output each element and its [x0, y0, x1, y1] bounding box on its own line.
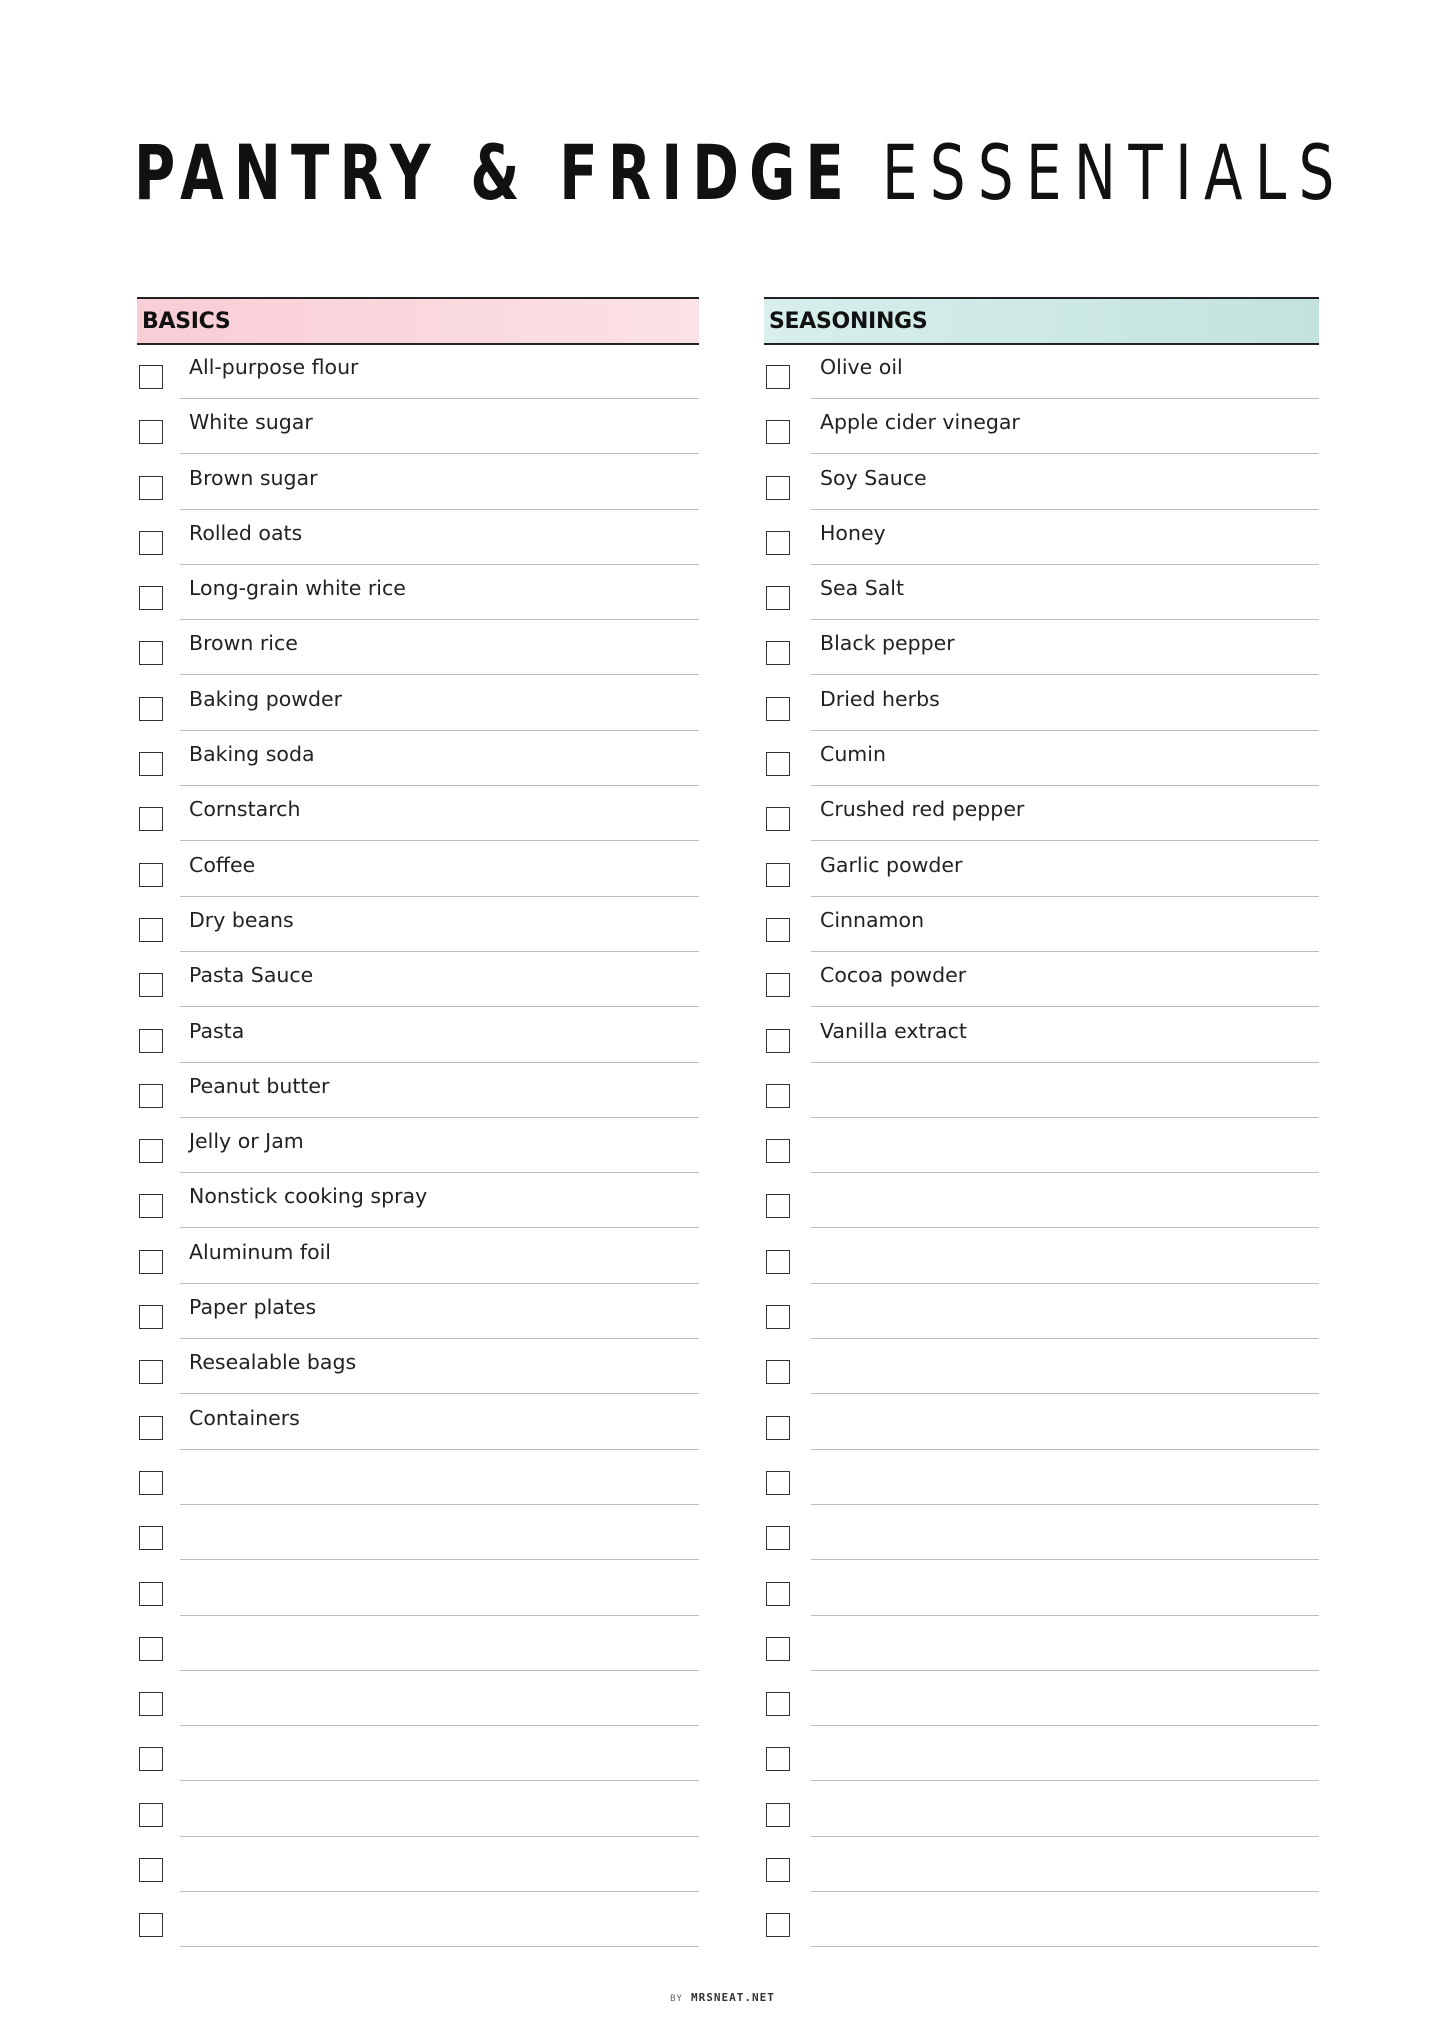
checkbox[interactable]: [139, 1305, 163, 1329]
checklist-row: [137, 953, 699, 1008]
checkbox[interactable]: [766, 531, 790, 555]
checklist-row: [764, 843, 1319, 898]
seasonings-list: [764, 345, 1319, 1949]
footer: [0, 1991, 1445, 2004]
item-line[interactable]: [180, 1893, 699, 1947]
basics-list: [137, 345, 699, 1949]
item-line[interactable]: [811, 843, 1319, 897]
item-line[interactable]: [811, 1838, 1319, 1892]
checklist-row: [764, 1064, 1319, 1119]
checklist-row: [764, 1893, 1319, 1948]
checkbox[interactable]: [139, 697, 163, 721]
checkbox[interactable]: [766, 1029, 790, 1053]
checklist-row: [137, 732, 699, 787]
checkbox[interactable]: [766, 641, 790, 665]
footer-brand: MRSNEAT.NET: [690, 1991, 775, 2004]
item-line[interactable]: [811, 1451, 1319, 1505]
item-label: Dry beans: [189, 907, 294, 932]
checklist-row: [137, 1672, 699, 1727]
item-label: Peanut butter: [189, 1073, 330, 1098]
checkbox[interactable]: [766, 807, 790, 831]
checkbox[interactable]: [139, 531, 163, 555]
checkbox[interactable]: [139, 420, 163, 444]
item-line[interactable]: [811, 456, 1319, 510]
item-label: Paper plates: [189, 1295, 317, 1320]
item-label: Soy Sauce: [820, 465, 927, 490]
item-label: Pasta Sauce: [189, 963, 314, 988]
checkbox[interactable]: [766, 1084, 790, 1108]
checkbox[interactable]: [139, 973, 163, 997]
item-line[interactable]: [811, 1396, 1319, 1450]
item-line[interactable]: [180, 1617, 699, 1671]
checkbox[interactable]: [766, 863, 790, 887]
checklist-row: [764, 511, 1319, 566]
item-line[interactable]: [180, 456, 699, 510]
checkbox[interactable]: [139, 1747, 163, 1771]
item-line[interactable]: [180, 1064, 699, 1118]
checklist-row: [137, 1838, 699, 1893]
item-line[interactable]: [811, 621, 1319, 675]
checklist-row: [137, 1174, 699, 1229]
item-label: Aluminum foil: [189, 1239, 331, 1264]
item-line[interactable]: [811, 511, 1319, 565]
item-line[interactable]: [811, 1617, 1319, 1671]
item-label: Cinnamon: [820, 907, 925, 932]
item-line[interactable]: [811, 1285, 1319, 1339]
item-label: Baking powder: [189, 686, 343, 711]
checkbox[interactable]: [139, 1582, 163, 1606]
checklist-row: [764, 1009, 1319, 1064]
checklist-row: [137, 1285, 699, 1340]
checkbox[interactable]: [766, 752, 790, 776]
basics-header-label: BASICS: [142, 309, 231, 334]
item-line[interactable]: [180, 898, 699, 952]
item-line[interactable]: [180, 1285, 699, 1339]
item-label: Jelly or Jam: [189, 1129, 304, 1154]
item-line[interactable]: [811, 400, 1319, 454]
item-line[interactable]: [811, 732, 1319, 786]
checklist-row: [137, 511, 699, 566]
item-line[interactable]: [811, 1174, 1319, 1228]
item-line[interactable]: [180, 1174, 699, 1228]
item-line[interactable]: [811, 1672, 1319, 1726]
checkbox[interactable]: [766, 1692, 790, 1716]
checkbox[interactable]: [139, 365, 163, 389]
item-label: Honey: [820, 520, 886, 545]
checkbox[interactable]: [139, 918, 163, 942]
page-title-bold: PANTRY & FRIDGE: [134, 128, 854, 217]
item-label: Cumin: [820, 742, 886, 767]
basics-section: [137, 297, 699, 1949]
item-label: Black pepper: [820, 631, 955, 656]
checklist-row: [137, 1064, 699, 1119]
checklist-row: [137, 566, 699, 621]
item-line[interactable]: [180, 1727, 699, 1781]
item-line[interactable]: [180, 1672, 699, 1726]
item-line[interactable]: [811, 677, 1319, 731]
item-label: White sugar: [189, 410, 313, 435]
item-line[interactable]: [811, 953, 1319, 1007]
item-line[interactable]: [180, 345, 699, 399]
checkbox[interactable]: [139, 807, 163, 831]
checkbox[interactable]: [139, 1637, 163, 1661]
checklist-row: [764, 1396, 1319, 1451]
checkbox[interactable]: [766, 586, 790, 610]
checklist-row: [764, 1506, 1319, 1561]
checkbox[interactable]: [766, 1803, 790, 1827]
item-label: Garlic powder: [820, 852, 963, 877]
checkbox[interactable]: [139, 1194, 163, 1218]
checkbox[interactable]: [766, 1858, 790, 1882]
item-label: Coffee: [189, 852, 256, 877]
checkbox[interactable]: [766, 1250, 790, 1274]
checklist-row: [764, 1838, 1319, 1893]
item-line[interactable]: [811, 787, 1319, 841]
checklist-row: [764, 1783, 1319, 1838]
item-line[interactable]: [811, 1230, 1319, 1284]
checklist-row: [137, 1783, 699, 1838]
checkbox[interactable]: [139, 586, 163, 610]
checklist-row: [764, 1617, 1319, 1672]
checkbox[interactable]: [139, 1416, 163, 1440]
checklist-row: [137, 787, 699, 842]
checkbox[interactable]: [766, 1416, 790, 1440]
item-line[interactable]: [180, 566, 699, 620]
item-line[interactable]: [811, 566, 1319, 620]
checklist-row: [137, 1727, 699, 1782]
checkbox[interactable]: [139, 1029, 163, 1053]
item-label: Pasta: [189, 1018, 245, 1043]
item-line[interactable]: [180, 1451, 699, 1505]
item-label: Apple cider vinegar: [820, 410, 1020, 435]
checklist-row: [137, 1230, 699, 1285]
checklist-row: [137, 1451, 699, 1506]
item-label: Sea Salt: [820, 576, 905, 601]
item-label: Cornstarch: [189, 797, 301, 822]
checklist-row: [137, 345, 699, 400]
checkbox[interactable]: [766, 1360, 790, 1384]
checklist-row: [137, 456, 699, 511]
checklist-row: [137, 898, 699, 953]
item-line[interactable]: [180, 1396, 699, 1450]
checklist-row: [764, 1727, 1319, 1782]
checkbox[interactable]: [139, 1858, 163, 1882]
checkbox[interactable]: [766, 918, 790, 942]
item-line[interactable]: [180, 1783, 699, 1837]
footer-by: BY: [670, 1994, 683, 2004]
checklist-row: [764, 1230, 1319, 1285]
checkbox[interactable]: [766, 697, 790, 721]
item-line[interactable]: [811, 1727, 1319, 1781]
seasonings-section: [764, 297, 1319, 1949]
checkbox[interactable]: [766, 1526, 790, 1550]
checklist-row: [764, 898, 1319, 953]
item-label: Crushed red pepper: [820, 797, 1025, 822]
page-title-light: ESSENTIALS: [881, 128, 1347, 217]
checkbox[interactable]: [139, 641, 163, 665]
item-line[interactable]: [180, 621, 699, 675]
checkbox[interactable]: [766, 476, 790, 500]
item-label: Long-grain white rice: [189, 576, 406, 601]
checklist-row: [764, 566, 1319, 621]
checklist-row: [764, 1562, 1319, 1617]
item-line[interactable]: [180, 1838, 699, 1892]
checkbox[interactable]: [766, 1194, 790, 1218]
item-line[interactable]: [180, 1230, 699, 1284]
checklist-row: [137, 1562, 699, 1617]
checkbox[interactable]: [766, 1582, 790, 1606]
checkbox[interactable]: [766, 1913, 790, 1937]
item-label: Cocoa powder: [820, 963, 967, 988]
item-label: Dried herbs: [820, 686, 940, 711]
seasonings-header-label: SEASONINGS: [769, 309, 928, 334]
checklist-row: [137, 1893, 699, 1948]
item-label: Olive oil: [820, 355, 903, 379]
checklist-row: [137, 843, 699, 898]
item-line[interactable]: [811, 1119, 1319, 1173]
checkbox[interactable]: [766, 420, 790, 444]
checkbox[interactable]: [766, 1305, 790, 1329]
checkbox[interactable]: [766, 1747, 790, 1771]
checklist-row: [764, 400, 1319, 455]
checklist-row: [764, 1285, 1319, 1340]
checklist-row: [764, 345, 1319, 400]
checklist-row: [764, 787, 1319, 842]
item-line[interactable]: [180, 511, 699, 565]
item-line[interactable]: [811, 1562, 1319, 1616]
item-label: All-purpose flour: [189, 355, 359, 379]
item-line[interactable]: [811, 1506, 1319, 1560]
checkbox[interactable]: [139, 863, 163, 887]
checklist-row: [137, 1340, 699, 1395]
checkbox[interactable]: [766, 973, 790, 997]
checklist-row: [764, 732, 1319, 787]
checklist-row: [137, 1119, 699, 1174]
checklist-row: [764, 1119, 1319, 1174]
checklist-row: [764, 1451, 1319, 1506]
checklist-row: [764, 1174, 1319, 1229]
checkbox[interactable]: [139, 1084, 163, 1108]
item-label: Nonstick cooking spray: [189, 1184, 428, 1209]
item-line[interactable]: [180, 1340, 699, 1394]
item-line[interactable]: [180, 732, 699, 786]
basics-header: [137, 297, 699, 345]
checkbox[interactable]: [139, 1526, 163, 1550]
item-line[interactable]: [180, 843, 699, 897]
checkbox[interactable]: [766, 365, 790, 389]
page-title: [134, 118, 1347, 228]
checkbox[interactable]: [139, 1250, 163, 1274]
item-line[interactable]: [180, 953, 699, 1007]
checkbox[interactable]: [139, 476, 163, 500]
item-line[interactable]: [180, 1562, 699, 1616]
checkbox[interactable]: [766, 1139, 790, 1163]
seasonings-header: [764, 297, 1319, 345]
checkbox[interactable]: [766, 1637, 790, 1661]
checklist-row: [137, 1396, 699, 1451]
item-line[interactable]: [811, 1009, 1319, 1063]
item-line[interactable]: [180, 400, 699, 454]
checklist-row: [137, 400, 699, 455]
item-line[interactable]: [811, 1783, 1319, 1837]
checkbox[interactable]: [139, 1913, 163, 1937]
item-line[interactable]: [180, 677, 699, 731]
checklist-row: [137, 677, 699, 732]
item-line[interactable]: [180, 787, 699, 841]
checklist-row: [764, 953, 1319, 1008]
item-label: Vanilla extract: [820, 1018, 967, 1043]
item-label: Brown rice: [189, 631, 298, 656]
checklist-row: [764, 1340, 1319, 1395]
checklist-row: [137, 1506, 699, 1561]
checkbox[interactable]: [139, 1803, 163, 1827]
item-line[interactable]: [811, 345, 1319, 399]
checklist-row: [764, 677, 1319, 732]
checkbox[interactable]: [139, 1139, 163, 1163]
checklist-row: [764, 621, 1319, 676]
checkbox[interactable]: [766, 1471, 790, 1495]
checkbox[interactable]: [139, 1692, 163, 1716]
item-line[interactable]: [180, 1119, 699, 1173]
checkbox[interactable]: [139, 752, 163, 776]
checkbox[interactable]: [139, 1471, 163, 1495]
checklist-row: [137, 1009, 699, 1064]
checklist-row: [764, 456, 1319, 511]
item-line[interactable]: [180, 1009, 699, 1063]
item-label: Rolled oats: [189, 520, 303, 545]
item-line[interactable]: [180, 1506, 699, 1560]
item-line[interactable]: [811, 1893, 1319, 1947]
item-line[interactable]: [811, 898, 1319, 952]
item-label: Brown sugar: [189, 465, 318, 490]
item-label: Baking soda: [189, 742, 315, 767]
item-label: Containers: [189, 1405, 300, 1430]
checklist-row: [764, 1672, 1319, 1727]
checklist-row: [137, 621, 699, 676]
item-line[interactable]: [811, 1064, 1319, 1118]
item-label: Resealable bags: [189, 1350, 357, 1375]
checkbox[interactable]: [139, 1360, 163, 1384]
checklist-row: [137, 1617, 699, 1672]
item-line[interactable]: [811, 1340, 1319, 1394]
